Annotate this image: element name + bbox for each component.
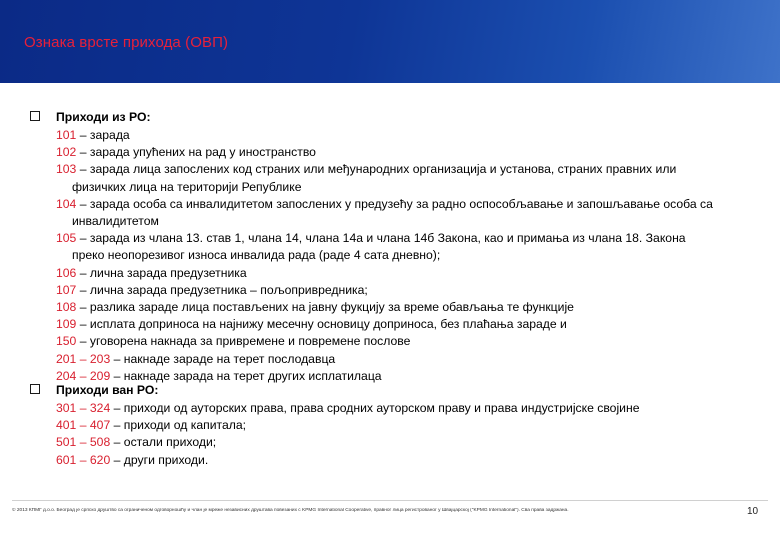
- list-item: [56, 400, 716, 417]
- list-item: [56, 196, 716, 230]
- income-description: – зарада из члана 13. став 1, члана 14, члана 14а и члана 14б Закона, као и примања из члана 18. Закона преко неопорезивог износа инвалида рада (раде 4 сата дневно);: [72, 231, 686, 263]
- footer-copyright: © 2013 КПМГ д.о.о. Београд је српско друштво са ограниченом одговорношћу и члан је мреже независних друштава повезаних с KPMG International Cooperative, правног лица регистрованог у Швајцарској ("KPMG International"). Сва права задржана.: [12, 508, 569, 513]
- section-title: Приходи ван РО:: [56, 383, 159, 397]
- income-code: 204 – 209: [56, 368, 111, 383]
- income-description: – зарада лица запослених код страних или међународних организација и установа, страних правних или физичких лица на територији Републике: [72, 162, 677, 194]
- income-code: 601 – 620: [56, 452, 111, 467]
- income-description: – исплата доприноса на најнижу месечну основицу доприноса, без плаћања зараде и: [76, 317, 567, 332]
- income-code: 106: [56, 265, 77, 280]
- income-code: 501 – 508: [56, 435, 111, 450]
- income-code: 201 – 203: [56, 351, 111, 366]
- income-description: – зарада: [76, 128, 130, 142]
- list-item: [56, 316, 716, 333]
- list-item: [56, 333, 716, 350]
- list-item: [56, 351, 716, 368]
- income-description: – приходи од ауторских права, права сродних ауторском праву и права индустријске својине: [110, 401, 640, 415]
- list-item: [56, 127, 716, 144]
- list-item: [56, 299, 716, 316]
- list-item: [56, 144, 716, 161]
- income-code: 105: [56, 231, 77, 246]
- list-item: [56, 230, 716, 264]
- income-description: – лична зарада предузетника: [76, 265, 247, 280]
- list-item: [56, 417, 716, 434]
- income-code: 301 – 324: [56, 401, 111, 415]
- income-description: – зарада особа са инвалидитетом запослених у предузећу за радно оспособљавање и запошљавање особа са инвалидитетом: [72, 196, 713, 229]
- income-code: 150: [56, 334, 77, 349]
- list-item: [56, 161, 716, 195]
- income-description: – разлика зараде лица постављених на јавну фукцију за време обављања те функције: [76, 300, 574, 315]
- footer-divider: [12, 500, 768, 501]
- income-code: 101: [56, 128, 77, 142]
- list-item: [56, 265, 716, 282]
- income-description: – остали приходи;: [110, 435, 217, 450]
- section-title: Приходи из РО:: [56, 110, 151, 124]
- income-description: – други приходи.: [110, 452, 209, 467]
- income-code: 107: [56, 282, 77, 297]
- checkbox-bullet-icon: [30, 111, 40, 121]
- income-code: 109: [56, 317, 77, 332]
- income-code: 102: [56, 145, 77, 160]
- income-description: – уговорена накнада за привремене и повремене послове: [76, 334, 411, 349]
- slide-title: Ознака врсте прихода (ОВП): [24, 34, 229, 51]
- list-item: [56, 452, 716, 469]
- income-code: 401 – 407: [56, 418, 111, 433]
- income-list: [56, 127, 716, 385]
- income-code: 103: [56, 162, 77, 177]
- income-description: – приходи од капитала;: [110, 418, 247, 433]
- income-description: – накнаде зараде на терет послодавца: [110, 351, 336, 366]
- page-number: 10: [747, 506, 759, 517]
- list-item: [56, 282, 716, 299]
- header-banner: [0, 0, 780, 83]
- income-code: 104: [56, 196, 77, 211]
- list-item: [56, 434, 716, 451]
- income-description: – накнаде зарада на терет других исплатилаца: [110, 368, 382, 383]
- income-description: – зарада упућених на рад у иностранство: [76, 145, 316, 160]
- checkbox-bullet-icon: [30, 384, 40, 394]
- income-list: [56, 400, 716, 469]
- income-code: 108: [56, 300, 77, 315]
- income-description: – лична зарада предузетника – пољопривредника;: [76, 282, 368, 297]
